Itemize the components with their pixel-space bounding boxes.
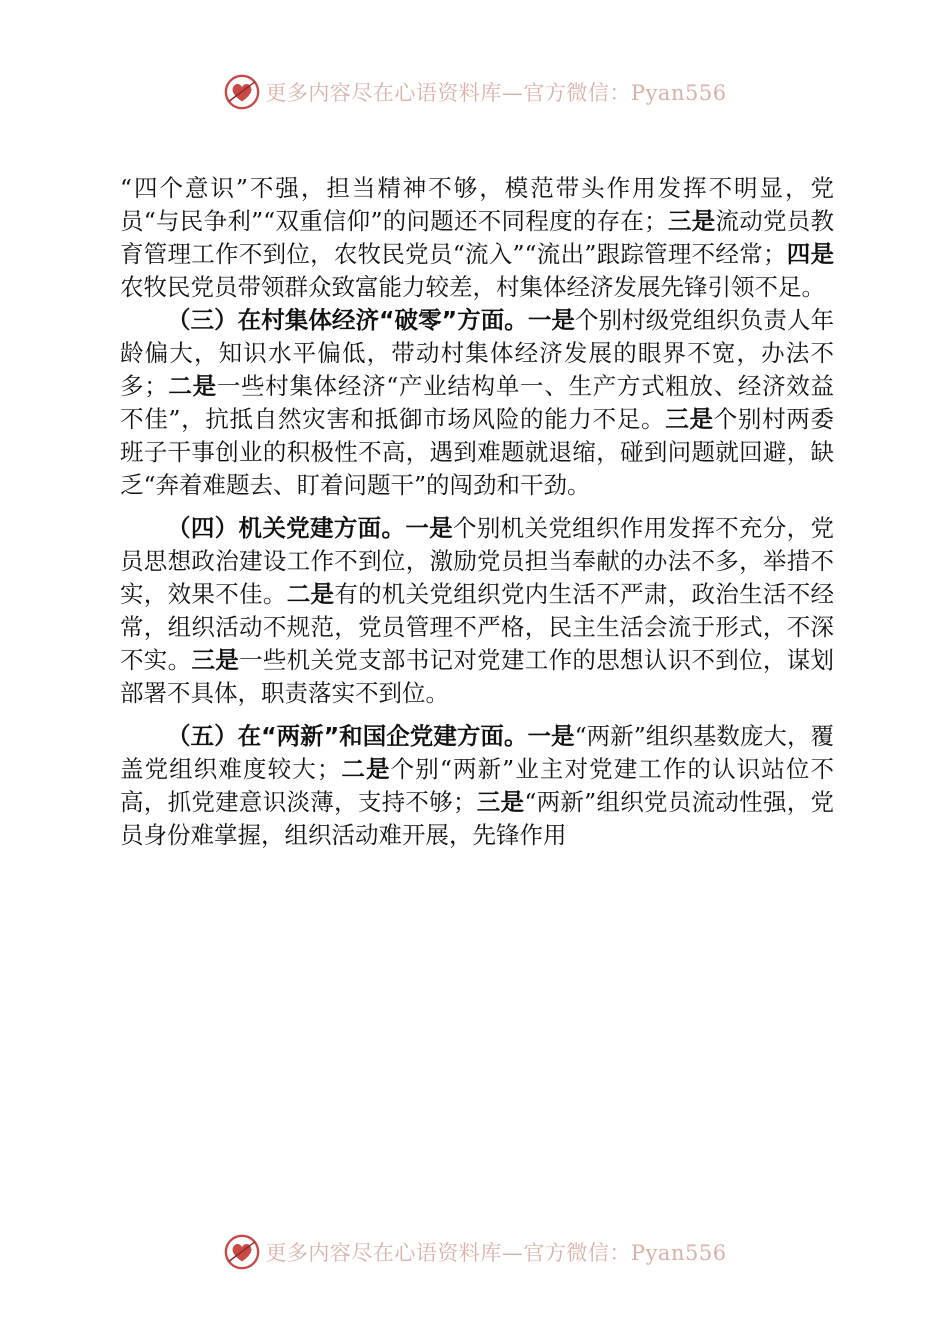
point-marker: 一是 — [405, 514, 454, 542]
watermark-text: 更多内容尽在心语资料库—官方微信：Pyan556 — [265, 1241, 727, 1265]
point-marker: 一是 — [527, 306, 575, 334]
text-run: 个别“两新”业主对党建工作的认识站位不高，抓党建意识淡薄，支持不够； — [120, 755, 835, 816]
text-run: 有的机关党组织党内生活不严肃，政治生活不经常，组织活动不规范，党员管理不严格，民主生活会流于形式，不深不实。 — [120, 580, 835, 674]
point-marker: 三是 — [476, 788, 525, 816]
text-run: “两新”组织党员流动性强，党员身份难掌握，组织活动难开展，先锋作用 — [120, 788, 835, 849]
point-marker: 一是 — [527, 722, 575, 750]
point-marker: 四是 — [786, 240, 834, 268]
text-run: 一些机关党支部书记对党建工作的思想认识不到位，谋划部署不具体，职责落实不到位。 — [120, 646, 835, 707]
point-marker: 二是 — [286, 580, 335, 608]
point-marker: 三是 — [665, 405, 714, 433]
body-text — [120, 172, 834, 852]
section-heading: （五）在“两新”和国企党建方面。 — [167, 722, 528, 750]
point-marker: 三是 — [191, 646, 240, 674]
text-run: 个别村两委班子干事创业的积极性不高，遇到难题就退缩，碰到问题就回避，缺乏“奔着难题去、盯着问题干”的闯劲和干劲。 — [120, 405, 835, 499]
text-run: 农牧民党员带领群众致富能力较差，村集体经济发展先锋引领不足。 — [120, 273, 825, 301]
paragraph-1 — [120, 172, 834, 304]
text-run: “两新”组织基数庞大，覆盖党组织难度较大； — [120, 722, 834, 783]
text-run: 流动党员教育管理工作不到位，农牧民党员“流入”“流出”跟踪管理不经常； — [120, 207, 834, 268]
paragraph-2 — [120, 304, 834, 502]
footer-watermark — [0, 1230, 950, 1274]
text-run: “四个意识”不强，担当精神不够，模范带头作用发挥不明显，党员“与民争利”“双重信仰”的问题还不同程度的存在； — [120, 174, 834, 235]
point-marker: 三是 — [667, 207, 716, 235]
paragraph-3 — [120, 512, 834, 710]
text-run: 个别机关党组织作用发挥不充分，党员思想政治建设工作不到位，激励党员担当奉献的办法不多，举措不实，效果不佳。 — [120, 514, 835, 608]
paragraph-4 — [120, 720, 834, 852]
section-heading: （四）机关党建方面。 — [167, 514, 406, 542]
red-heart-logo-icon — [223, 73, 261, 111]
header-watermark — [0, 70, 950, 114]
text-run: 个别村级党组织负责人年龄偏大，知识水平偏低，带动村集体经济发展的眼界不宽，办法不多； — [120, 306, 835, 400]
point-marker: 二是 — [167, 372, 217, 400]
point-marker: 二是 — [340, 755, 391, 783]
text-run: 一些村集体经济“产业结构单一、生产方式粗放、经济效益不佳”，抗抵自然灾害和抵御市场风险的能力不足。 — [120, 372, 835, 433]
red-heart-logo-icon — [223, 1233, 261, 1271]
section-heading: （三）在村集体经济“破零”方面。 — [167, 306, 528, 334]
watermark-text: 更多内容尽在心语资料库—官方微信：Pyan556 — [265, 81, 727, 105]
